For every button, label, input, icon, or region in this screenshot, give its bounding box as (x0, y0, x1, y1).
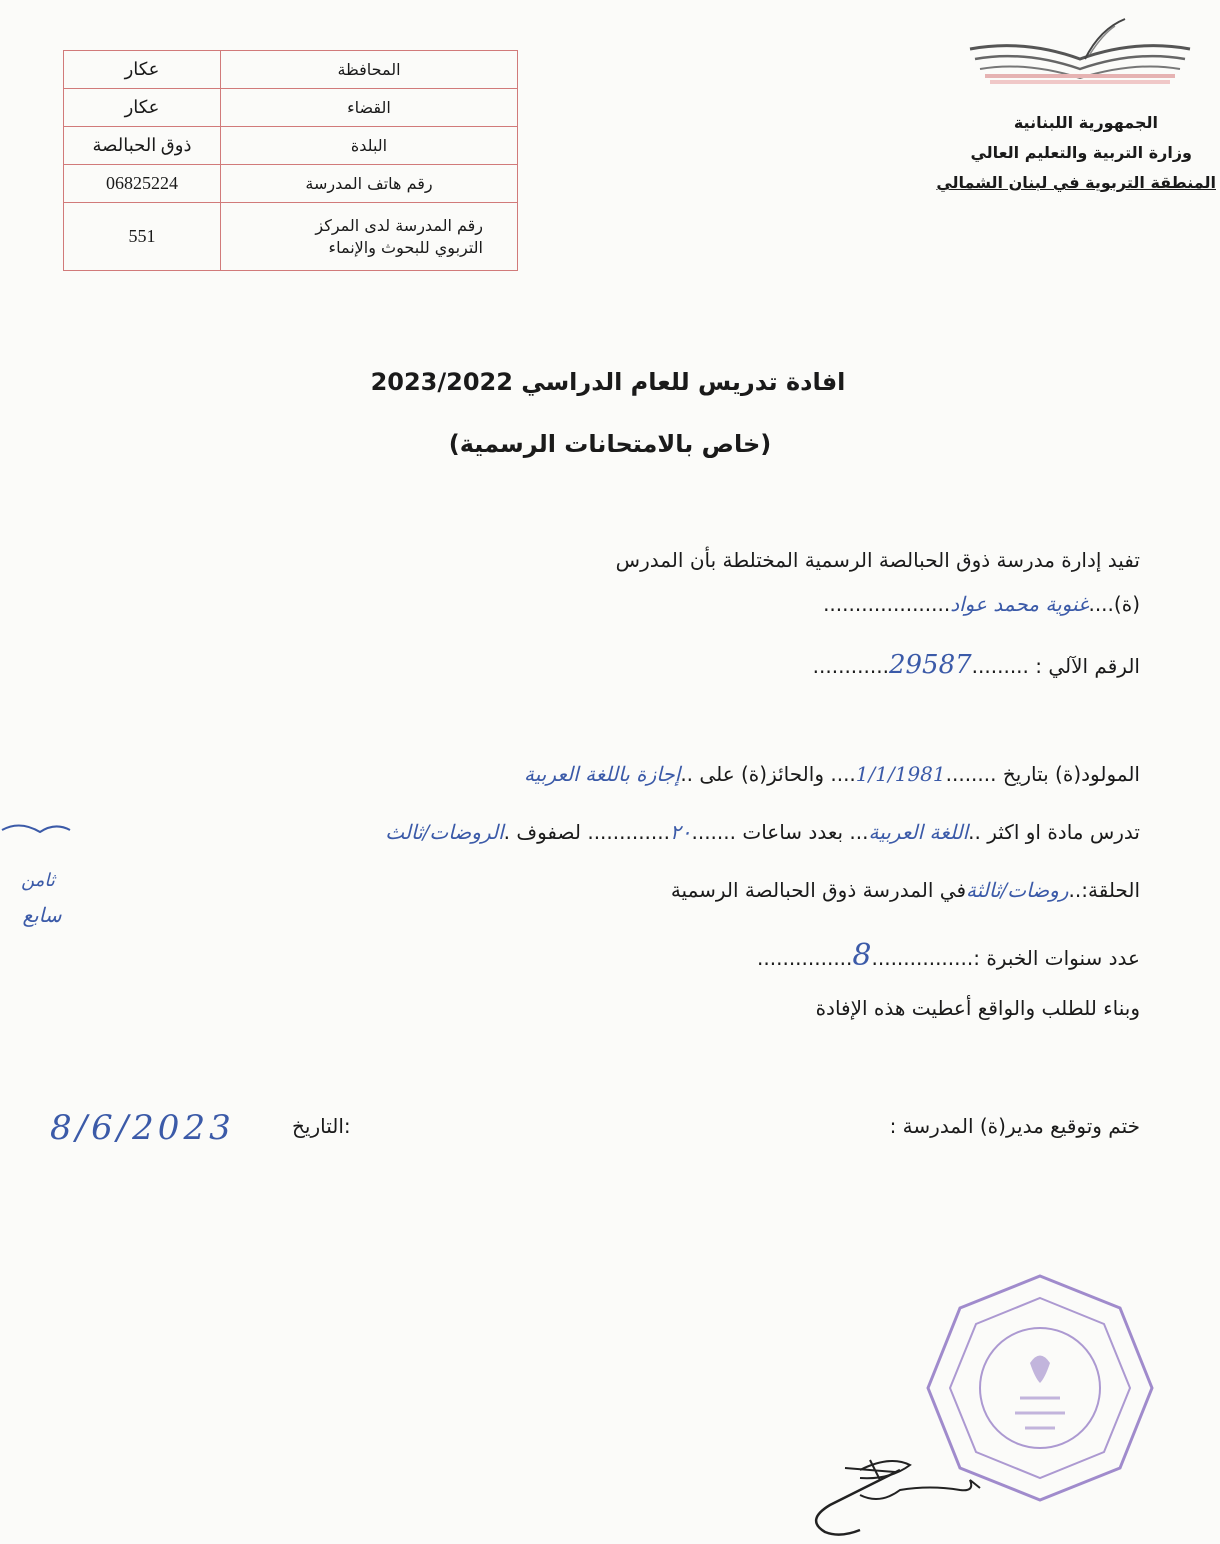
experience-line: عدد سنوات الخبرة :................8............... (757, 938, 1140, 973)
born-value: 1/1/1981 (855, 762, 946, 786)
margin-note-line1: ثامن (21, 870, 55, 891)
experience-value: 8 (852, 938, 872, 973)
table-value: 551 (64, 203, 221, 271)
table-label: المحافظة (221, 51, 518, 89)
id-value: 29587 (888, 650, 972, 680)
principal-signature-icon (800, 1450, 990, 1540)
id-line: الرقم الآلي : .........29587............ (812, 650, 1140, 680)
cycle-line: الحلقة:..روضات/ثالثةفي المدرسة ذوق الحبالصة الرسمية (670, 878, 1140, 902)
table-label-line1: رقم المدرسة لدى المركز (315, 215, 483, 235)
teacher-line: (ة)....غنوية محمد عواد.................... (823, 592, 1140, 616)
document-title-text: افادة تدريس للعام الدراسي 2023/2022 (370, 368, 846, 396)
table-value: عكار (64, 51, 221, 89)
table-label: رقم هاتف المدرسة (221, 165, 518, 203)
teacher-name: غنوية محمد عواد (950, 592, 1089, 616)
school-text: في المدرسة ذوق الحبالصة الرسمية (670, 878, 967, 902)
experience-label: عدد سنوات الخبرة : (973, 946, 1140, 970)
born-label: المولود(ة) بتاريخ (1002, 762, 1140, 786)
table-label (221, 203, 518, 271)
ministry-logo-icon (965, 14, 1195, 94)
header-region: المنطقة التربوية في لبنان الشمالي (936, 173, 1216, 192)
table-label: القضاء (221, 89, 518, 127)
closing-line: وبناء للطلب والواقع أعطيت هذه الإفادة (815, 996, 1140, 1020)
table-label-line2: التربوي للبحوث والإنماء (328, 237, 483, 257)
table-value: 06825224 (64, 165, 221, 203)
margin-note (0, 800, 80, 940)
teacher-prefix: (ة) (1113, 592, 1140, 616)
cycle-label: الحلقة: (1081, 878, 1140, 902)
holder-label: والحائز(ة) على (699, 762, 824, 786)
hours-label: بعدد ساعات (742, 820, 844, 844)
teaching-line: تدرس مادة او اكثر ..اللغة العربية... بعدد ساعات .......٢٠............. لصفوف .الروضات/ثالث (385, 820, 1140, 844)
holder-value: إجازة باللغة العربية (524, 762, 681, 786)
cycle-value: روضات/ثالثة (966, 878, 1069, 902)
header-republic: الجمهورية اللبنانية (1013, 113, 1158, 132)
table-row (64, 165, 518, 203)
table-value: ذوق الحبالصة (64, 127, 221, 165)
birth-line: المولود(ة) بتاريخ ........1/1/1981.... والحائز(ة) على ..إجازة باللغة العربية (524, 762, 1140, 786)
classes-value: الروضات/ثالث (385, 820, 504, 844)
teaches-label: تدرس مادة او اكثر (987, 820, 1140, 844)
table-row (64, 203, 518, 271)
margin-note-line2: سابع (22, 903, 62, 927)
table-value: عكار (64, 89, 221, 127)
table-row (64, 127, 518, 165)
intro-line: تفيد إدارة مدرسة ذوق الحبالصة الرسمية المختلطة بأن المدرس (615, 548, 1140, 572)
id-label: الرقم الآلي : (1035, 654, 1140, 678)
document-title (0, 368, 1220, 396)
table-label: البلدة (221, 127, 518, 165)
date-label: التاريخ: (292, 1114, 351, 1138)
school-info-table (63, 50, 518, 271)
date-value: 8/6/2023 (50, 1108, 235, 1148)
subject-value: اللغة العربية (868, 820, 969, 844)
classes-label: لصفوف (516, 820, 581, 844)
table-row (64, 89, 518, 127)
signature-label: ختم وتوقيع مدير(ة) المدرسة : (889, 1114, 1140, 1138)
document-subtitle: (خاص بالامتحانات الرسمية) (448, 430, 772, 458)
header-ministry: وزارة التربية والتعليم العالي (970, 143, 1192, 162)
table-row (64, 51, 518, 89)
hours-value: ٢٠ (670, 820, 692, 844)
